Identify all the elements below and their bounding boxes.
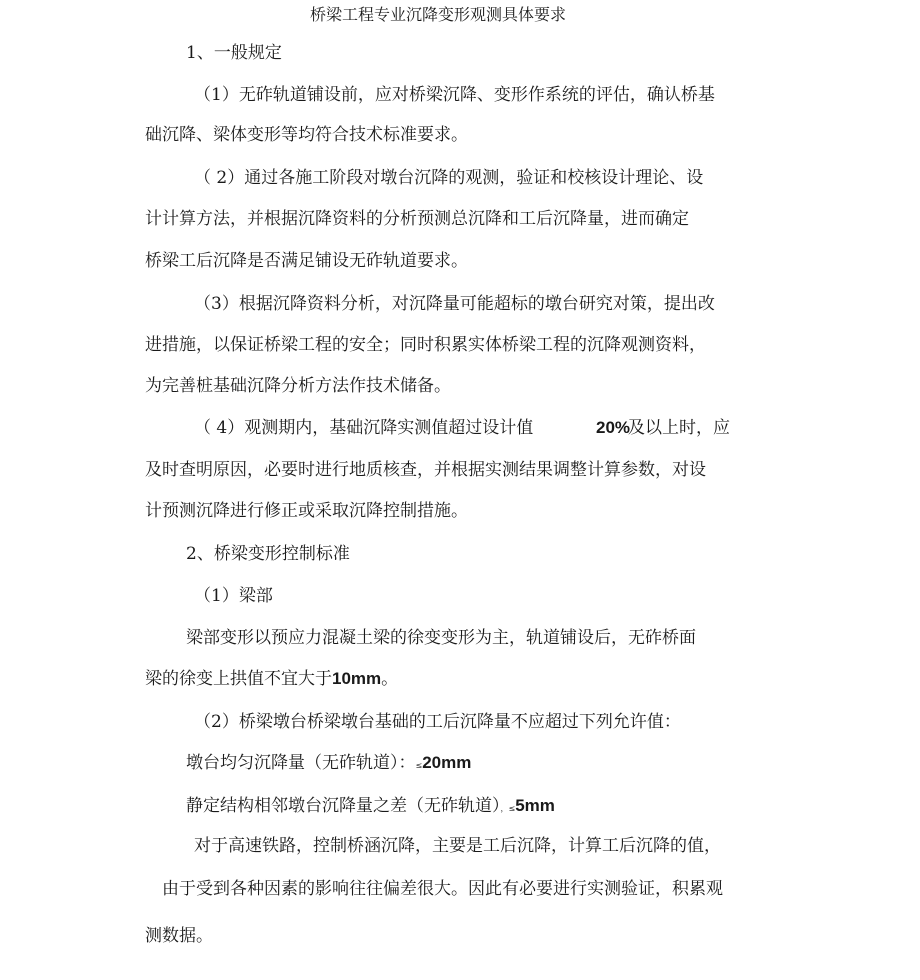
section-heading-general: 1、一般规定 — [186, 43, 282, 63]
limit-uniform-value: 20mm — [422, 753, 472, 772]
paragraph-1-line-2: 础沉降、梁体变形等均符合技术标准要求。 — [145, 125, 468, 145]
paragraph-2-line-3: 桥梁工后沉降是否满足铺设无砟轨道要求。 — [145, 251, 468, 271]
paragraph-4-line-1c: 及以上时，应 — [628, 418, 730, 438]
closing-line-3: 测数据。 — [145, 926, 213, 946]
beam-paragraph-line-2-end: 。 — [381, 669, 399, 689]
section-heading-deformation: 2、桥梁变形控制标准 — [186, 544, 350, 564]
beam-paragraph-line-2 — [145, 668, 398, 690]
closing-line-1: 对于高速铁路，控制桥涵沉降，主要是工后沉降，计算工后沉降的值， — [194, 836, 721, 856]
page-title: 桥梁工程专业沉降变形观测具体要求 — [310, 5, 567, 24]
limit-differential-value: 5mm — [515, 796, 555, 815]
threshold-percent: 20% — [596, 418, 631, 437]
paragraph-1-line-1: （1）无砟轨道铺设前，应对桥梁沉降、变形作系统的评估，确认桥基 — [194, 85, 715, 105]
limit-uniform-mark: ≤ — [415, 761, 423, 770]
paragraph-4-line-3: 计预测沉降进行修正或采取沉降控制措施。 — [145, 501, 468, 521]
paragraph-3-line-1: （3）根据沉降资料分析，对沉降量可能超标的墩台研究对策，提出改 — [194, 294, 715, 314]
paragraph-3-line-3: 为完善桩基础沉降分析方法作技术储备。 — [145, 376, 451, 396]
limit-differential-label: 静定结构相邻墩台沉降量之差（无砟轨道） — [186, 796, 501, 816]
beam-paragraph-line-2-text: 梁的徐变上拱值不宜大于 — [145, 669, 332, 689]
limit-uniform-settlement — [186, 752, 471, 777]
subheading-beam: （1）梁部 — [194, 586, 273, 606]
limit-uniform-label: 墩台均匀沉降量（无砟轨道）： — [186, 753, 416, 773]
paragraph-2-line-1: （ 2）通过各施工阶段对墩台沉降的观测，验证和校核设计理论、设 — [194, 168, 704, 188]
camber-limit-value: 10mm — [332, 669, 382, 688]
limit-differential-mark: ，≤ — [500, 804, 516, 813]
paragraph-3-line-2: 进措施，以保证桥梁工程的安全；同时积累实体桥梁工程的沉降观测资料， — [145, 335, 706, 355]
limit-differential-settlement — [186, 795, 555, 820]
closing-line-2: 由于受到各种因素的影响往往偏差很大。因此有必要进行实测验证，积累观 — [162, 879, 723, 899]
beam-paragraph-line-1: 梁部变形以预应力混凝土梁的徐变变形为主，轨道铺设后，无砟桥面 — [186, 628, 696, 648]
paragraph-2-line-2: 计计算方法，并根据沉降资料的分析预测总沉降和工后沉降量，进而确定 — [145, 209, 689, 229]
paragraph-4-line-2: 及时查明原因，必要时进行地质核查，并根据实测结果调整计算参数，对设 — [145, 460, 706, 480]
subheading-pier: （2）桥梁墩台桥梁墩台基础的工后沉降量不应超过下列允许值： — [194, 712, 681, 732]
paragraph-4-line-1a: （ 4）观测期内，基础沉降实测值超过设计值 — [194, 418, 534, 438]
